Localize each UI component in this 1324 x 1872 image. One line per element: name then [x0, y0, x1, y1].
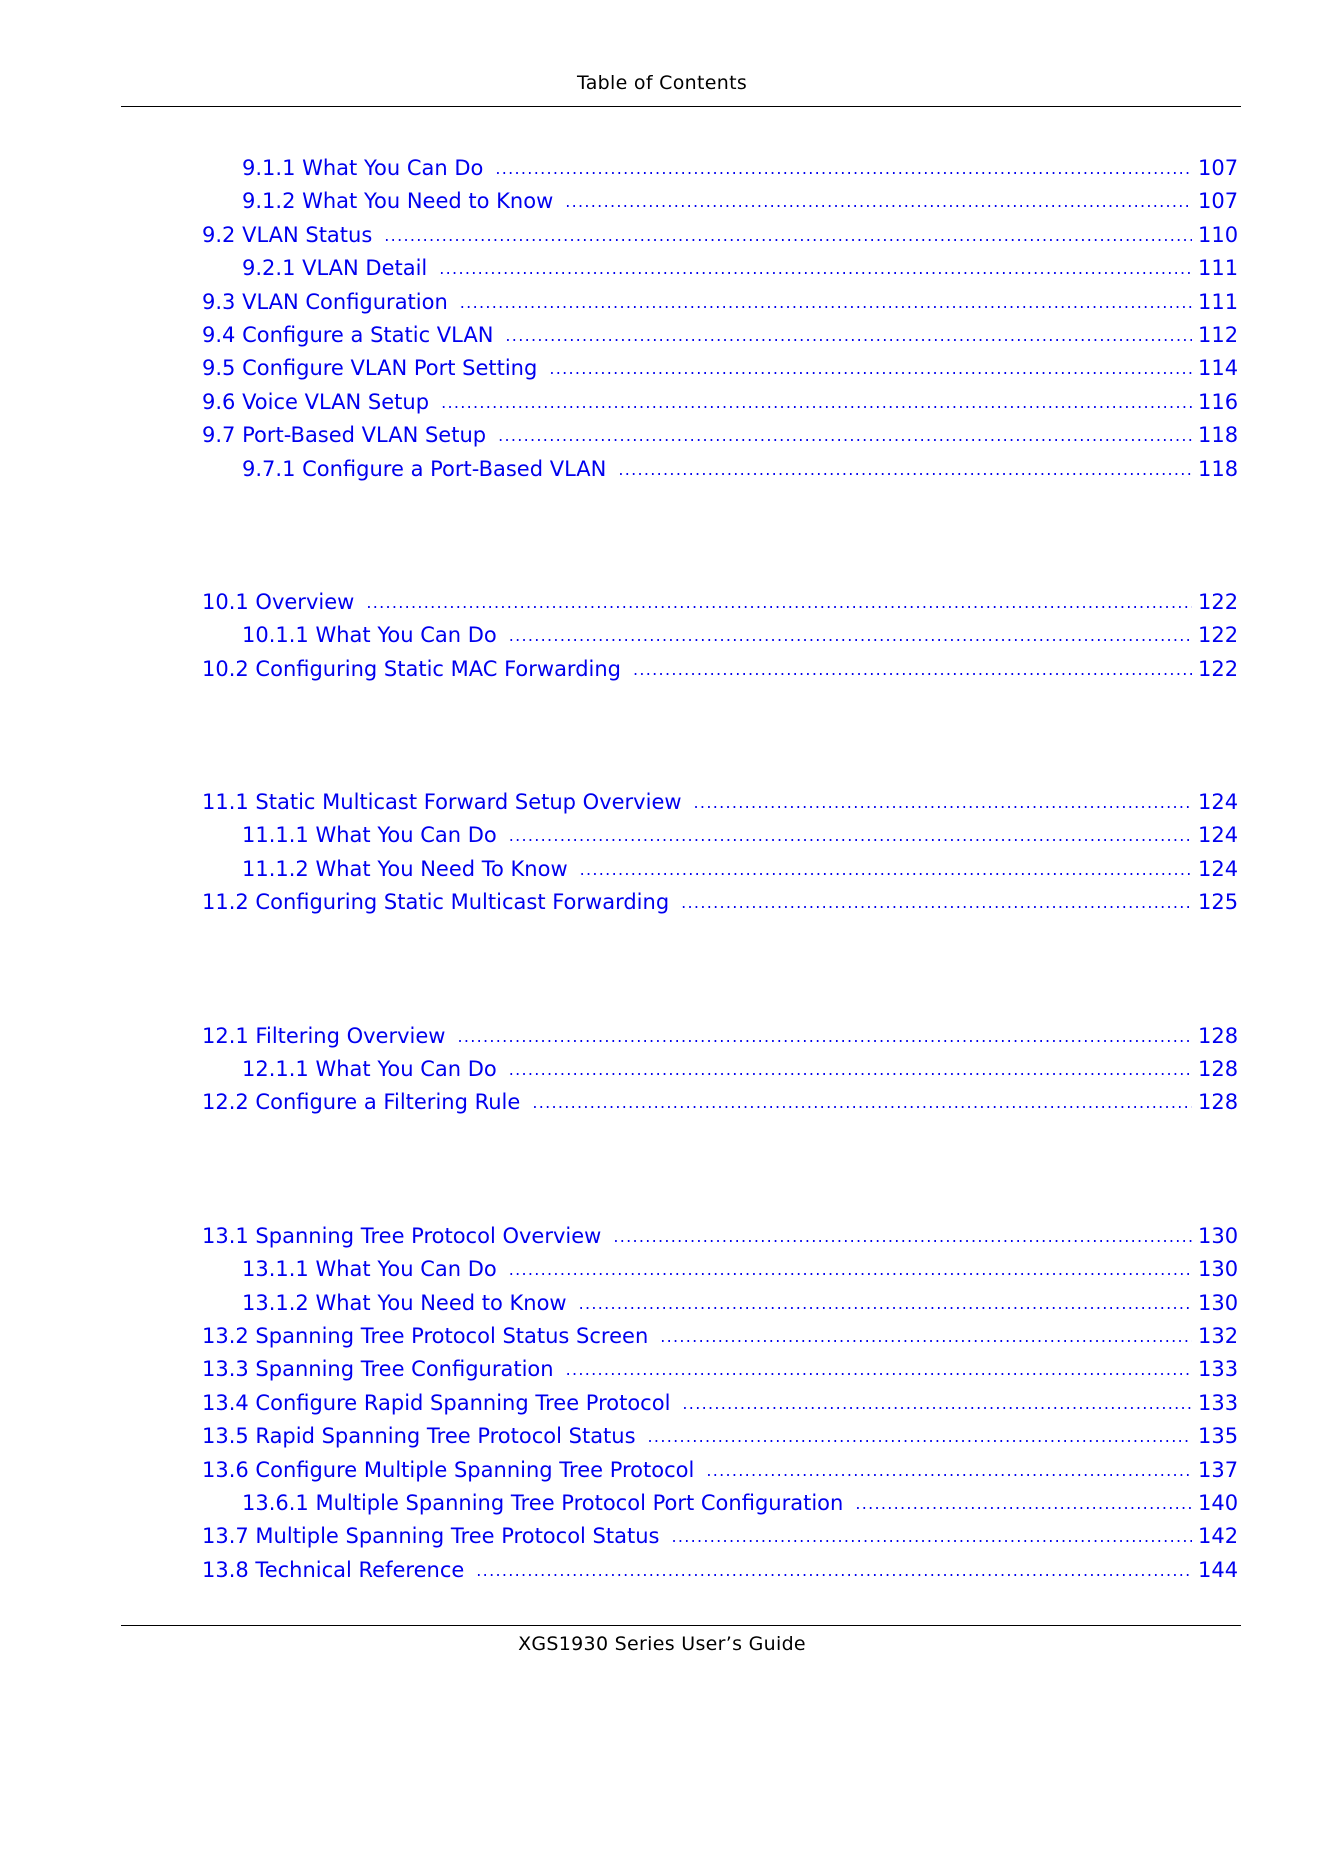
page-header-title: Table of Contents	[576, 72, 748, 94]
toc-entry-title: 13.8 Technical Reference	[202, 1557, 465, 1582]
toc-entry-title: 13.1.2 What You Need to Know	[242, 1290, 567, 1315]
toc-entry-page-number: 124	[1198, 856, 1239, 881]
toc-entry-page-number: 124	[1198, 790, 1239, 815]
toc-entry-title: 9.7 Port-Based VLAN Setup	[202, 423, 487, 448]
toc-entry-page-number: 130	[1198, 1257, 1239, 1282]
toc-entry-title: 13.6.1 Multiple Spanning Tree Protocol Port Configuration	[242, 1490, 844, 1515]
header-divider	[121, 106, 1241, 107]
toc-entry-title: 9.4 Configure a Static VLAN	[202, 322, 494, 347]
toc-entry-page-number: 128	[1198, 1023, 1239, 1048]
toc-entry-link[interactable]	[0, 1387, 1324, 1420]
dot-leader	[694, 786, 1192, 819]
toc-entry-page-number: 111	[1198, 256, 1239, 281]
toc-section	[0, 1220, 1324, 1587]
dot-leader	[460, 286, 1192, 319]
toc-entry-link[interactable]	[0, 853, 1324, 886]
dot-leader	[498, 419, 1192, 452]
toc-entry-title: 12.2 Configure a Filtering Rule	[202, 1090, 521, 1115]
toc-entry-page-number: 116	[1198, 389, 1239, 414]
toc-entry-page-number: 118	[1198, 456, 1239, 481]
toc-section	[0, 152, 1324, 486]
toc-entry-page-number: 107	[1198, 156, 1239, 180]
toc-section	[0, 586, 1324, 686]
toc-entry-title: 9.6 Voice VLAN Setup	[202, 389, 430, 414]
dot-leader	[495, 152, 1192, 185]
dot-leader	[532, 1086, 1192, 1119]
table-of-contents	[0, 152, 1324, 1687]
toc-entry-page-number: 140	[1198, 1490, 1239, 1515]
toc-entry-link[interactable]	[0, 185, 1324, 218]
toc-entry-page-number: 107	[1198, 189, 1239, 214]
toc-entry-page-number: 130	[1198, 1223, 1239, 1248]
toc-entry-title: 9.2 VLAN Status	[202, 222, 373, 247]
toc-entry-title: 13.1.1 What You Can Do	[242, 1257, 497, 1282]
toc-entry-page-number: 112	[1198, 322, 1239, 347]
toc-entry-title: 13.2 Spanning Tree Protocol Status Screen	[202, 1323, 649, 1348]
toc-entry-link[interactable]	[0, 1253, 1324, 1286]
dot-leader	[509, 619, 1192, 652]
toc-entry-link[interactable]	[0, 1454, 1324, 1487]
toc-entry-title: 11.2 Configuring Static Multicast Forwarding	[202, 890, 670, 915]
toc-entry-link[interactable]	[0, 1487, 1324, 1520]
toc-entry-page-number: 128	[1198, 1090, 1239, 1115]
toc-entry-page-number: 133	[1198, 1390, 1239, 1415]
toc-entry-page-number: 111	[1198, 289, 1239, 314]
dot-leader	[509, 819, 1192, 852]
toc-entry-title: 9.3 VLAN Configuration	[202, 289, 448, 314]
toc-entry-link[interactable]	[0, 352, 1324, 385]
dot-leader	[549, 352, 1192, 385]
toc-entry-link[interactable]	[0, 386, 1324, 419]
dot-leader	[633, 653, 1192, 686]
toc-entry-link[interactable]	[0, 1020, 1324, 1053]
dot-leader	[566, 1353, 1192, 1386]
toc-entry-title: 9.2.1 VLAN Detail	[242, 256, 428, 281]
dot-leader	[565, 185, 1192, 218]
toc-entry-link[interactable]	[0, 319, 1324, 352]
toc-entry-title: 10.2 Configuring Static MAC Forwarding	[202, 656, 622, 681]
toc-entry-link[interactable]	[0, 1287, 1324, 1320]
toc-entry-link[interactable]	[0, 453, 1324, 486]
toc-entry-page-number: 133	[1198, 1357, 1239, 1382]
toc-entry-page-number: 137	[1198, 1457, 1239, 1482]
toc-entry-link[interactable]	[0, 1220, 1324, 1253]
toc-entry-title: 10.1.1 What You Can Do	[242, 623, 497, 648]
toc-entry-link[interactable]	[0, 1086, 1324, 1119]
toc-entry-page-number: 118	[1198, 423, 1239, 448]
toc-entry-title: 9.7.1 Configure a Port-Based VLAN	[242, 456, 607, 481]
toc-entry-page-number: 128	[1198, 1057, 1239, 1082]
toc-entry-page-number: 144	[1198, 1557, 1239, 1582]
dot-leader	[579, 1287, 1192, 1320]
dot-leader	[660, 1320, 1192, 1353]
dot-leader	[613, 1220, 1192, 1253]
toc-entry-link[interactable]	[0, 653, 1324, 686]
toc-entry-page-number: 122	[1198, 656, 1239, 681]
dot-leader	[457, 1020, 1192, 1053]
toc-entry-title: 13.4 Configure Rapid Spanning Tree Protocol	[202, 1390, 671, 1415]
toc-entry-page-number: 122	[1198, 623, 1239, 648]
toc-entry-title: 13.1 Spanning Tree Protocol Overview	[202, 1223, 602, 1248]
toc-entry-title: 13.6 Configure Multiple Spanning Tree Protocol	[202, 1457, 695, 1482]
dot-leader	[671, 1520, 1192, 1553]
toc-entry-link[interactable]	[0, 786, 1324, 819]
toc-entry-title: 13.7 Multiple Spanning Tree Protocol Status	[202, 1524, 660, 1549]
toc-entry-title: 12.1.1 What You Can Do	[242, 1057, 497, 1082]
toc-entry-page-number: 130	[1198, 1290, 1239, 1315]
toc-entry-link[interactable]	[0, 286, 1324, 319]
toc-entry-title: 11.1.2 What You Need To Know	[242, 856, 568, 881]
toc-section	[0, 1020, 1324, 1120]
dot-leader	[366, 586, 1192, 619]
dot-leader	[509, 1053, 1192, 1086]
toc-entry-link[interactable]	[0, 1420, 1324, 1453]
toc-entry-link[interactable]	[0, 1353, 1324, 1386]
toc-section	[0, 786, 1324, 920]
toc-entry-title: 9.5 Configure VLAN Port Setting	[202, 356, 538, 381]
toc-entry-page-number: 142	[1198, 1524, 1239, 1549]
toc-entry-page-number: 122	[1198, 589, 1239, 614]
toc-entry-page-number: 125	[1198, 890, 1239, 915]
footer-divider	[121, 1625, 1241, 1626]
toc-entry-page-number: 135	[1198, 1424, 1239, 1449]
toc-entry-link[interactable]	[0, 886, 1324, 919]
toc-entry-link[interactable]	[0, 1053, 1324, 1086]
dot-leader	[509, 1253, 1192, 1286]
dot-leader	[648, 1420, 1192, 1453]
page-footer-title: XGS1930 Series User’s Guide	[518, 1633, 806, 1655]
toc-entry-title: 11.1.1 What You Can Do	[242, 823, 497, 848]
toc-entry-link[interactable]	[0, 619, 1324, 652]
toc-entry-link[interactable]	[0, 1554, 1324, 1587]
toc-entry-link[interactable]	[0, 152, 1324, 185]
dot-leader	[618, 453, 1192, 486]
dot-leader	[505, 319, 1192, 352]
toc-entry-page-number: 114	[1198, 356, 1239, 381]
toc-entry-link[interactable]	[0, 1520, 1324, 1553]
toc-entry-page-number: 132	[1198, 1323, 1239, 1348]
dot-leader	[682, 1387, 1192, 1420]
toc-entry-title: 9.1.1 What You Can Do	[242, 156, 484, 180]
toc-entry-title: 9.1.2 What You Need to Know	[242, 189, 554, 214]
dot-leader	[681, 886, 1192, 919]
toc-entry-title: 10.1 Overview	[202, 589, 355, 614]
toc-entry-link[interactable]	[0, 1320, 1324, 1353]
toc-entry-link[interactable]	[0, 419, 1324, 452]
toc-entry-page-number: 124	[1198, 823, 1239, 848]
toc-entry-link[interactable]	[0, 819, 1324, 852]
dot-leader	[439, 252, 1192, 285]
toc-entry-title: 11.1 Static Multicast Forward Setup Overview	[202, 790, 682, 815]
dot-leader	[441, 386, 1192, 419]
dot-leader	[384, 219, 1192, 252]
dot-leader	[580, 853, 1192, 886]
toc-entry-title: 13.5 Rapid Spanning Tree Protocol Status	[202, 1424, 636, 1449]
toc-entry-link[interactable]	[0, 219, 1324, 252]
toc-entry-title: 12.1 Filtering Overview	[202, 1023, 446, 1048]
toc-entry-link[interactable]	[0, 252, 1324, 285]
toc-entry-page-number: 110	[1198, 222, 1239, 247]
dot-leader	[476, 1554, 1192, 1587]
dot-leader	[706, 1454, 1192, 1487]
toc-entry-title: 13.3 Spanning Tree Configuration	[202, 1357, 554, 1382]
toc-entry-link[interactable]	[0, 586, 1324, 619]
dot-leader	[855, 1487, 1192, 1520]
